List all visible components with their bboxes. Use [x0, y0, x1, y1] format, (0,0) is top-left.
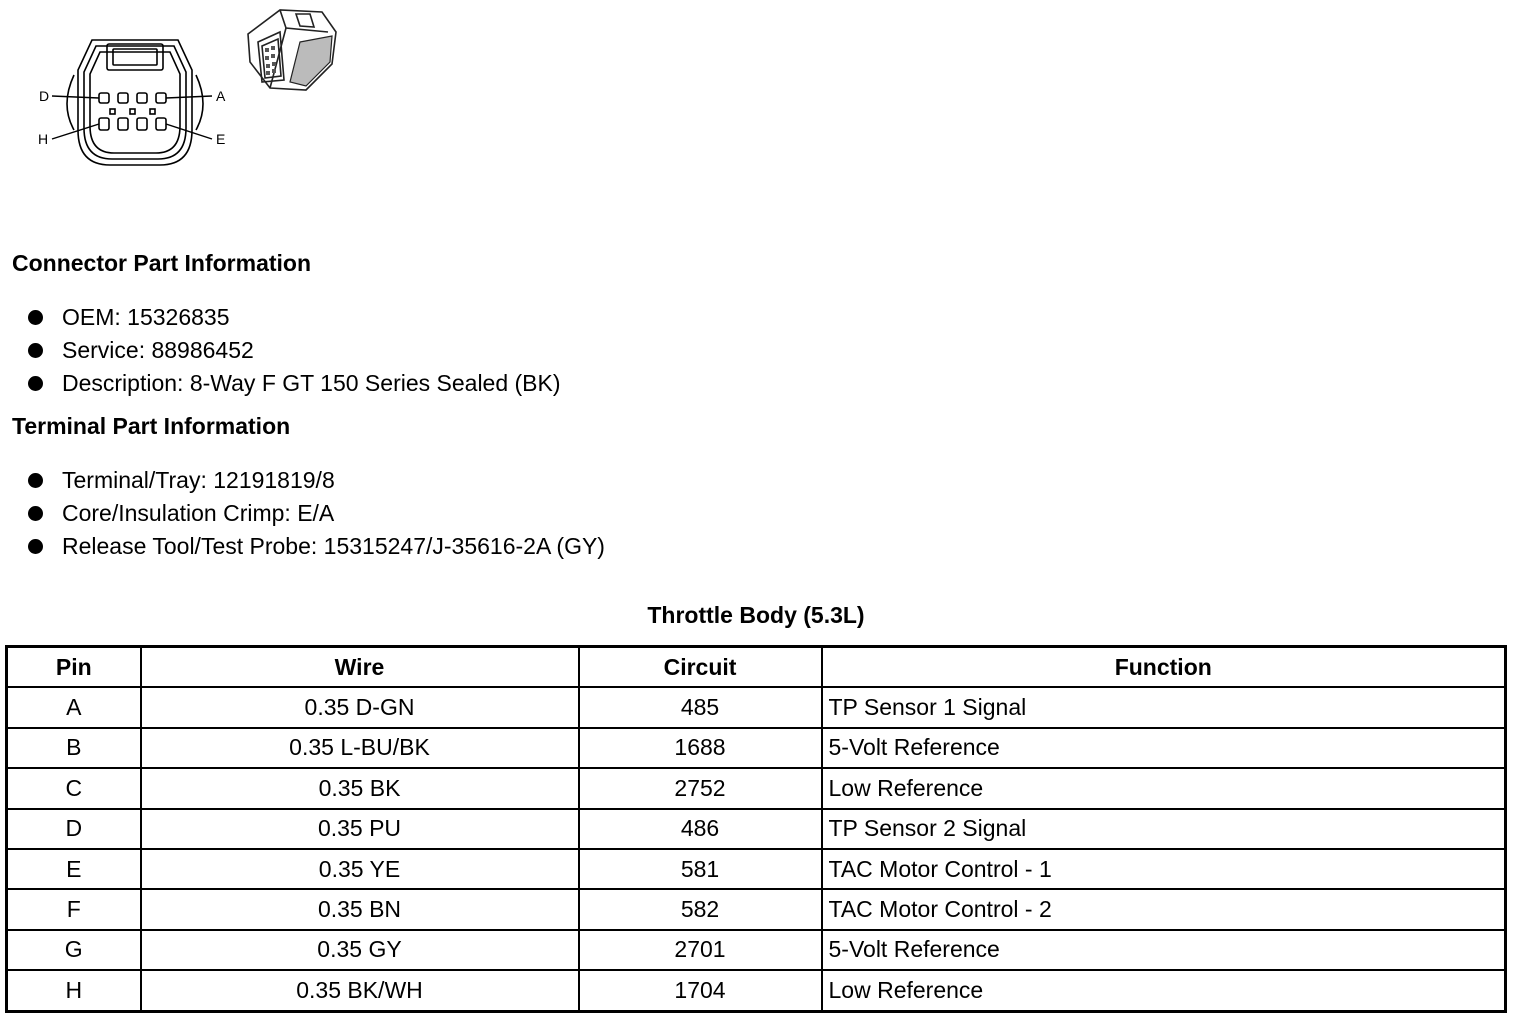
- table-row: [7, 970, 1506, 1011]
- pin-label-a: A: [216, 88, 226, 104]
- list-item: Description: 8-Way F GT 150 Series Sealed (BK): [28, 367, 561, 400]
- table-row: [7, 809, 1506, 849]
- table-row: [7, 728, 1506, 768]
- cell-circuit: 582: [579, 889, 822, 929]
- table-row: [7, 687, 1506, 727]
- list-item: Core/Insulation Crimp: E/A: [28, 497, 605, 530]
- cell-pin: D: [7, 809, 141, 849]
- cell-wire: 0.35 PU: [141, 809, 579, 849]
- table-header-row: [7, 647, 1506, 688]
- table-row: [7, 889, 1506, 929]
- cell-function: TP Sensor 1 Signal: [822, 687, 1506, 727]
- cell-pin: H: [7, 970, 141, 1011]
- cell-wire: 0.35 BK: [141, 768, 579, 808]
- cell-function: TAC Motor Control - 2: [822, 889, 1506, 929]
- header-function: Function: [822, 647, 1506, 688]
- cell-function: 5-Volt Reference: [822, 930, 1506, 970]
- cell-circuit: 2701: [579, 930, 822, 970]
- cell-function: Low Reference: [822, 768, 1506, 808]
- cell-function: Low Reference: [822, 970, 1506, 1011]
- list-item: Terminal/Tray: 12191819/8: [28, 464, 605, 497]
- bullet-icon: [28, 343, 43, 358]
- connector-info-list: [28, 301, 561, 400]
- terminal-info-list: [28, 464, 605, 563]
- cell-wire: 0.35 BN: [141, 889, 579, 929]
- cell-circuit: 581: [579, 849, 822, 889]
- table-title: Throttle Body (5.3L): [647, 602, 865, 628]
- cell-function: TAC Motor Control - 1: [822, 849, 1506, 889]
- cell-wire: 0.35 YE: [141, 849, 579, 889]
- cell-circuit: 1688: [579, 728, 822, 768]
- cell-circuit: 1704: [579, 970, 822, 1011]
- cell-circuit: 2752: [579, 768, 822, 808]
- cell-pin: C: [7, 768, 141, 808]
- connector-perspective-image: [240, 2, 350, 102]
- pin-label-e: E: [216, 131, 226, 147]
- bullet-icon: [28, 506, 43, 521]
- pin-label-d: D: [39, 88, 50, 104]
- bullet-icon: [28, 539, 43, 554]
- cell-pin: E: [7, 849, 141, 889]
- bullet-icon: [28, 376, 43, 391]
- list-item: Release Tool/Test Probe: 15315247/J-35616-2A (GY): [28, 530, 605, 563]
- cell-wire: 0.35 D-GN: [141, 687, 579, 727]
- terminal-info-title: Terminal Part Information: [12, 413, 291, 439]
- cell-function: 5-Volt Reference: [822, 728, 1506, 768]
- bullet-icon: [28, 473, 43, 488]
- list-item: Service: 88986452: [28, 334, 561, 367]
- pinout-table: [5, 645, 1507, 1013]
- connector-face-diagram: [30, 0, 240, 175]
- cell-pin: B: [7, 728, 141, 768]
- header-pin: Pin: [7, 647, 141, 688]
- cell-circuit: 486: [579, 809, 822, 849]
- cell-wire: 0.35 L-BU/BK: [141, 728, 579, 768]
- connector-info-title: Connector Part Information: [12, 250, 312, 276]
- header-wire: Wire: [141, 647, 579, 688]
- cell-circuit: 485: [579, 687, 822, 727]
- table-row: [7, 849, 1506, 889]
- cell-pin: G: [7, 930, 141, 970]
- table-row: [7, 930, 1506, 970]
- list-item: OEM: 15326835: [28, 301, 561, 334]
- cell-function: TP Sensor 2 Signal: [822, 809, 1506, 849]
- table-row: [7, 768, 1506, 808]
- header-circuit: Circuit: [579, 647, 822, 688]
- cell-wire: 0.35 BK/WH: [141, 970, 579, 1011]
- cell-pin: A: [7, 687, 141, 727]
- pin-label-h: H: [38, 131, 49, 147]
- cell-wire: 0.35 GY: [141, 930, 579, 970]
- cell-pin: F: [7, 889, 141, 929]
- bullet-icon: [28, 310, 43, 325]
